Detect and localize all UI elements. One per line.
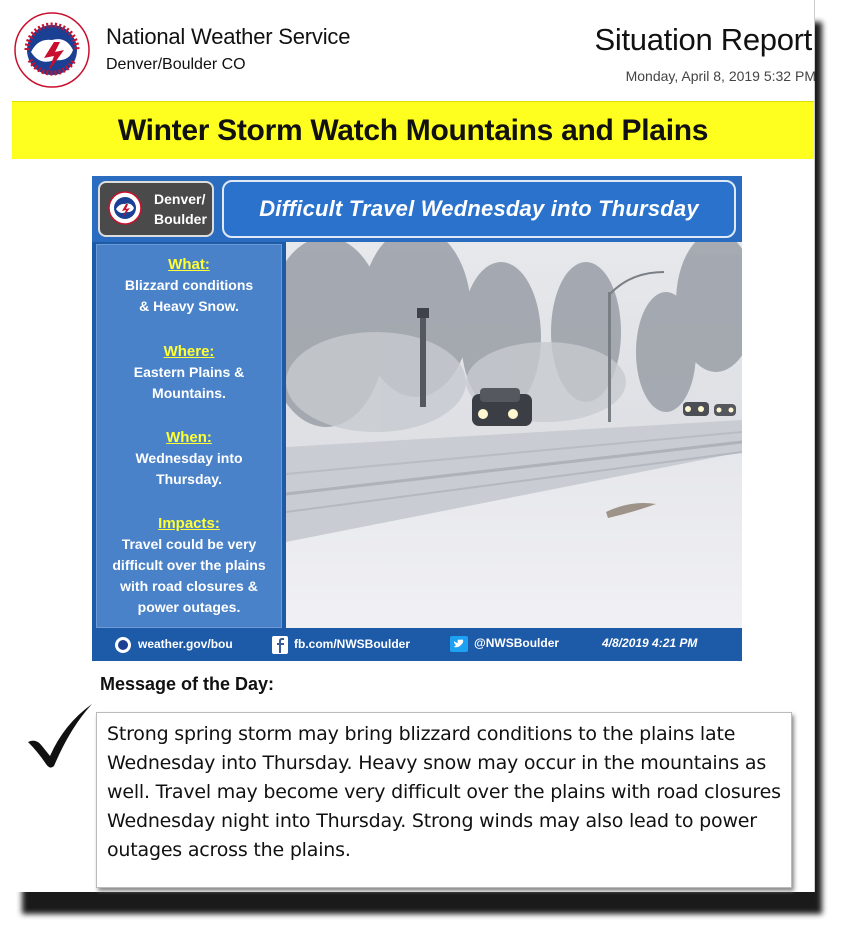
footer-website[interactable]: [114, 636, 233, 654]
section-body: Eastern Plains & Mountains.: [133, 364, 245, 401]
office-badge-line1: Denver/: [154, 191, 206, 207]
message-of-day-text: Strong spring storm may bring blizzard conditions to the plains late Wednesday into Thursday. Heavy snow may occur in the mountains as well. Travel may become very difficult over the plains with road closures Wednesday night into Thursday. Strong winds may also lead to power outages across the plains.: [107, 723, 781, 861]
nws-logo: [14, 12, 90, 88]
footer-twitter-text: @NWSBoulder: [474, 636, 560, 651]
banner-text: Winter Storm Watch Mountains and Plains: [117, 114, 709, 147]
section-title: Impacts:: [158, 515, 220, 532]
footer-timestamp: 4/8/2019 4:21 PM: [602, 636, 698, 650]
weather-graphic: [92, 176, 742, 661]
twitter-icon: [450, 636, 468, 652]
graphic-headline: Difficult Travel Wednesday into Thursday: [259, 196, 699, 221]
office-badge: [98, 181, 214, 237]
section-when: [97, 427, 281, 490]
info-panel: [96, 244, 282, 628]
footer-website-text: weather.gov/bou: [138, 637, 233, 652]
section-what: [97, 254, 281, 317]
section-body: Travel could be very difficult over the plains with road closures & power outages.: [112, 536, 266, 615]
section-title: Where:: [163, 343, 215, 360]
section-impacts: [97, 513, 281, 618]
snowy-road-photo: [286, 242, 742, 628]
graphic-top-bar: [92, 176, 742, 242]
section-body: Wednesday into Thursday.: [135, 450, 243, 487]
office-badge-label: [154, 189, 207, 229]
report-date: Monday, April 8, 2019 5:32 PM: [625, 68, 816, 84]
footer-twitter[interactable]: [450, 636, 559, 652]
office-name: Denver/Boulder CO: [106, 56, 246, 73]
graphic-headline-box: [222, 180, 736, 238]
graphic-footer: [92, 628, 742, 661]
section-body: Blizzard conditions & Heavy Snow.: [124, 277, 254, 314]
office-badge-line2: Boulder: [154, 211, 207, 227]
org-name: National Weather Service: [106, 24, 351, 49]
section-where: [97, 341, 281, 404]
footer-facebook[interactable]: [272, 636, 410, 654]
footer-facebook-text: fb.com/NWSBoulder: [294, 637, 410, 652]
facebook-icon: [272, 636, 288, 654]
checkmark-icon: [24, 700, 96, 772]
headline-banner: [12, 101, 814, 159]
section-title: What:: [168, 256, 210, 273]
report-title: Situation Report: [594, 22, 812, 57]
message-of-day-box: [96, 712, 792, 888]
nws-footer-icon: [114, 636, 132, 654]
section-title: When:: [166, 429, 212, 446]
message-of-day-label: Message of the Day:: [100, 674, 275, 694]
nws-small-logo: [108, 191, 142, 225]
